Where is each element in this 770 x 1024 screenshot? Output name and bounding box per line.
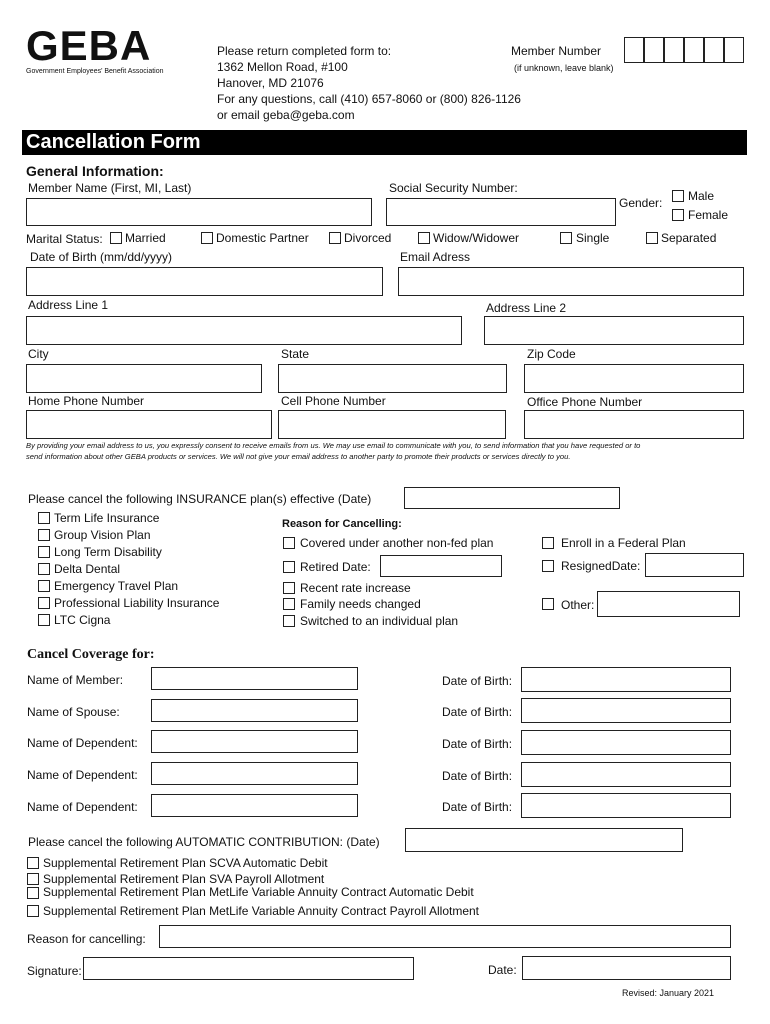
address1-label: Address Line 1 — [28, 298, 109, 312]
plan-label: Long Term Disability — [54, 545, 162, 559]
disclaimer-line-1: By providing your email address to us, you expressly consent to receive emails from us. We may use email to communicate with you, to send information that you have requested or to — [26, 441, 641, 450]
other-checkbox[interactable] — [542, 598, 554, 610]
member-number-digit[interactable] — [664, 37, 684, 63]
retired-label: Retired Date: — [300, 560, 371, 574]
covered-checkbox[interactable] — [283, 537, 295, 549]
coverage-name-field[interactable] — [151, 730, 358, 753]
geba-logo — [26, 22, 171, 78]
other-label: Other: — [561, 598, 595, 612]
zip-field[interactable] — [524, 364, 744, 393]
widow-label: Widow/Widower — [433, 231, 520, 245]
contribution-cancel-label: Please cancel the following AUTOMATIC CONTRIBUTION: (Date) — [28, 835, 380, 849]
plan-checkbox[interactable] — [38, 546, 50, 558]
plan-checkbox[interactable] — [38, 614, 50, 626]
coverage-dob-field[interactable] — [521, 730, 731, 755]
resigned-label: ResignedDate: — [561, 559, 641, 573]
logo-text: GEBA — [26, 22, 152, 69]
return-label: Please return completed form to: — [217, 44, 392, 58]
member-number-digit[interactable] — [644, 37, 664, 63]
plan-label: Term Life Insurance — [54, 511, 160, 525]
member-number-digit[interactable] — [704, 37, 724, 63]
plan-label: Emergency Travel Plan — [54, 579, 179, 593]
office-phone-field[interactable] — [524, 410, 744, 439]
contribution-checkbox[interactable] — [27, 887, 39, 899]
other-field[interactable] — [597, 591, 740, 617]
address1-field[interactable] — [26, 316, 462, 345]
separated-checkbox[interactable] — [646, 232, 658, 244]
plan-checkbox[interactable] — [38, 529, 50, 541]
coverage-name-label: Name of Spouse: — [27, 705, 120, 719]
coverage-dob-field[interactable] — [521, 762, 731, 787]
coverage-dob-field[interactable] — [521, 793, 731, 818]
male-label: Male — [688, 189, 715, 203]
dob-label: Date of Birth (mm/dd/yyyy) — [30, 250, 173, 264]
coverage-name-label: Name of Dependent: — [27, 736, 138, 750]
marital-status-label: Marital Status: — [26, 232, 103, 246]
cell-phone-label: Cell Phone Number — [281, 394, 386, 408]
city-field[interactable] — [26, 364, 262, 393]
contribution-checkbox[interactable] — [27, 905, 39, 917]
divorced-label: Divorced — [344, 231, 392, 245]
questions-text: For any questions, call (410) 657-8060 or (800) 826-1126 — [217, 92, 521, 106]
coverage-dob-label: Date of Birth: — [442, 800, 513, 814]
member-name-label: Member Name (First, MI, Last) — [28, 181, 192, 195]
single-label: Single — [576, 231, 610, 245]
contribution-date-field[interactable] — [405, 828, 683, 852]
general-heading: General Information: — [26, 163, 164, 179]
member-number-digit[interactable] — [684, 37, 704, 63]
contribution-checkbox[interactable] — [27, 873, 39, 885]
coverage-dob-label: Date of Birth: — [442, 737, 513, 751]
plan-checkbox[interactable] — [38, 580, 50, 592]
rate-checkbox[interactable] — [283, 582, 295, 594]
dob-field[interactable] — [26, 267, 383, 296]
contribution-label: Supplemental Retirement Plan SCVA Automatic Debit — [43, 856, 328, 870]
enroll-checkbox[interactable] — [542, 537, 554, 549]
ssn-label: Social Security Number: — [389, 181, 518, 195]
enroll-label: Enroll in a Federal Plan — [561, 536, 686, 550]
reason-heading: Reason for Cancelling: — [282, 518, 402, 530]
widow-checkbox[interactable] — [418, 232, 430, 244]
switched-checkbox[interactable] — [283, 615, 295, 627]
coverage-heading: Cancel Coverage for: — [27, 647, 155, 662]
home-phone-field[interactable] — [26, 410, 272, 439]
return-address-2: Hanover, MD 21076 — [217, 76, 324, 90]
contribution-checkbox[interactable] — [27, 857, 39, 869]
member-number-note: (if unknown, leave blank) — [514, 63, 614, 73]
plan-label: Group Vision Plan — [54, 528, 151, 542]
coverage-name-field[interactable] — [151, 794, 358, 817]
signature-field[interactable] — [83, 957, 414, 980]
plan-label: Professional Liability Insurance — [54, 596, 220, 610]
logo-subtitle: Government Employees' Benefit Association — [26, 68, 164, 75]
address2-field[interactable] — [484, 316, 744, 345]
coverage-dob-field[interactable] — [521, 698, 731, 723]
state-label: State — [281, 347, 310, 361]
switched-label: Switched to an individual plan — [300, 614, 459, 628]
reason-cancelling-field[interactable] — [159, 925, 731, 948]
domestic-label: Domestic Partner — [216, 231, 309, 245]
married-label: Married — [125, 231, 166, 245]
reason-cancelling-label: Reason for cancelling: — [27, 932, 146, 946]
contribution-label: Supplemental Retirement Plan SVA Payroll Allotment — [43, 872, 325, 886]
address2-label: Address Line 2 — [486, 301, 567, 315]
signature-date-field[interactable] — [522, 956, 731, 980]
family-label: Family needs changed — [300, 597, 421, 611]
resigned-date-field[interactable] — [645, 553, 744, 577]
domestic-checkbox[interactable] — [201, 232, 213, 244]
married-checkbox[interactable] — [110, 232, 122, 244]
coverage-name-field[interactable] — [151, 667, 358, 690]
insurance-cancel-label: Please cancel the following INSURANCE plan(s) effective (Date) — [28, 492, 372, 506]
female-label: Female — [688, 208, 729, 222]
state-field[interactable] — [278, 364, 507, 393]
divorced-checkbox[interactable] — [329, 232, 341, 244]
date-label: Date: — [488, 963, 517, 977]
plan-checkbox[interactable] — [38, 563, 50, 575]
male-checkbox[interactable] — [672, 190, 684, 202]
email-field[interactable] — [398, 267, 744, 296]
zip-label: Zip Code — [527, 347, 576, 361]
resigned-checkbox[interactable] — [542, 560, 554, 572]
family-checkbox[interactable] — [283, 598, 295, 610]
coverage-dob-label: Date of Birth: — [442, 674, 513, 688]
city-label: City — [28, 347, 49, 361]
plan-checkbox[interactable] — [38, 512, 50, 524]
member-name-field[interactable] — [26, 198, 372, 226]
coverage-name-label: Name of Member: — [27, 673, 124, 687]
member-number-digit[interactable] — [624, 37, 644, 63]
ssn-field[interactable] — [386, 198, 616, 226]
return-address-1: 1362 Mellon Road, #100 — [217, 60, 348, 74]
title-bar — [22, 130, 747, 155]
form-title: Cancellation Form — [26, 131, 201, 153]
coverage-name-field[interactable] — [151, 762, 358, 785]
signature-label: Signature: — [27, 964, 82, 978]
plan-label: Delta Dental — [54, 562, 121, 576]
member-number-digit[interactable] — [724, 37, 744, 63]
separated-label: Separated — [661, 231, 717, 245]
office-phone-label: Office Phone Number — [527, 395, 643, 409]
gender-label: Gender: — [619, 196, 663, 210]
plan-checkbox[interactable] — [38, 597, 50, 609]
home-phone-label: Home Phone Number — [28, 394, 145, 408]
email-label: Email Adress — [400, 250, 471, 264]
retired-checkbox[interactable] — [283, 561, 295, 573]
plan-label: LTC Cigna — [54, 613, 111, 627]
cell-phone-field[interactable] — [278, 410, 506, 439]
member-number-label: Member Number — [511, 44, 602, 58]
coverage-dob-label: Date of Birth: — [442, 705, 513, 719]
coverage-dob-label: Date of Birth: — [442, 769, 513, 783]
coverage-name-label: Name of Dependent: — [27, 768, 138, 782]
disclaimer-line-2: send information about other GEBA products or services. We will not give your email address to another party to promote their products or services directly to you. — [26, 452, 571, 461]
email-text: or email geba@geba.com — [217, 108, 355, 122]
retired-date-field[interactable] — [380, 555, 502, 577]
female-checkbox[interactable] — [672, 209, 684, 221]
covered-label: Covered under another non-fed plan — [300, 536, 494, 550]
coverage-name-field[interactable] — [151, 699, 358, 722]
coverage-dob-field[interactable] — [521, 667, 731, 692]
revised-label: Revised: January 2021 — [622, 988, 715, 998]
contribution-label: Supplemental Retirement Plan MetLife Variable Annuity Contract Payroll Allotment — [43, 904, 480, 918]
contribution-label: Supplemental Retirement Plan MetLife Variable Annuity Contract Automatic Debit — [43, 885, 474, 899]
single-checkbox[interactable] — [560, 232, 572, 244]
insurance-date-field[interactable] — [404, 487, 620, 509]
rate-label: Recent rate increase — [300, 581, 411, 595]
coverage-name-label: Name of Dependent: — [27, 800, 138, 814]
